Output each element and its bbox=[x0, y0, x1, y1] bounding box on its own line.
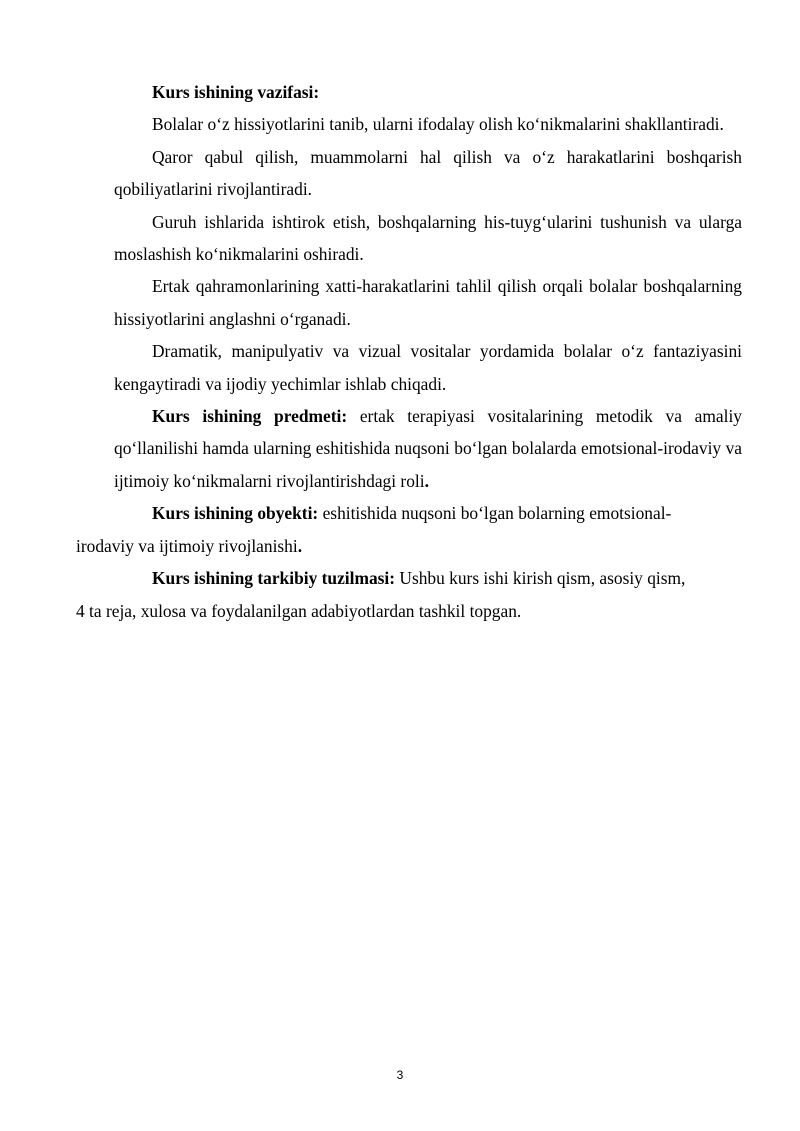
structure-text-line-1: Ushbu kurs ishi kirish qism, asosiy qism, bbox=[395, 568, 686, 589]
task-paragraph: Guruh ishlarida ishtirok etish, boshqalarning his-tuyg‘ularini tushunish va ularga moslashish ko‘nikmalarini oshiradi. bbox=[114, 211, 742, 265]
tasks-heading-text: Kurs ishining vazifasi: bbox=[152, 82, 320, 102]
task-paragraph: Bolalar o‘z hissiyotlarini tanib, ularni ifodalay olish ko‘nikmalarini shakllantiradi. bbox=[152, 114, 724, 135]
subject-label: Kurs ishining predmeti: bbox=[152, 406, 348, 427]
page-number: 3 bbox=[396, 1068, 404, 1082]
structure-paragraph bbox=[76, 562, 742, 627]
object-text-line-1: eshitishida nuqsoni bo‘lgan bolarning emotsional- bbox=[318, 503, 672, 524]
object-label: Kurs ishining obyekti: bbox=[152, 503, 319, 524]
subject-paragraph bbox=[114, 400, 742, 497]
task-paragraph: Ertak qahramonlarining xatti-harakatlarini tahlil qilish orqali bolalar boshqalarning hissiyotlarini anglashni o‘rganadi. bbox=[114, 276, 742, 329]
object-paragraph bbox=[76, 497, 742, 562]
task-paragraph: Dramatik, manipulyativ va vizual vositalar yordamida bolalar o‘z fantaziyasini kengaytiradi va ijodiy yechimlar ishlab chiqadi. bbox=[114, 341, 742, 394]
tasks-heading bbox=[114, 76, 742, 108]
object-end: . bbox=[297, 535, 303, 556]
subject-end: . bbox=[424, 470, 429, 491]
object-text-line-2: irodaviy va ijtimoiy rivojlanishi bbox=[76, 535, 298, 556]
page-content bbox=[76, 76, 742, 627]
structure-text-line-2: 4 ta reja, xulosa va foydalanilgan adabiyotlardan tashkil topgan. bbox=[76, 600, 522, 621]
structure-label: Kurs ishining tarkibiy tuzilmasi: bbox=[152, 568, 396, 589]
task-paragraph: Qaror qabul qilish, muammolarni hal qilish va o‘z harakatlarini boshqarish qobiliyatlarini rivojlantiradi. bbox=[114, 146, 742, 200]
subject-text: ertak terapiyasi vositalarining metodik va amaliy qo‘llanilishi hamda ularning eshitishida nuqsoni bo‘lgan bolalarda emotsional-irodaviy va ijtimoiy ko‘nikmalarni rivojlantirishdagi roli bbox=[114, 406, 742, 491]
